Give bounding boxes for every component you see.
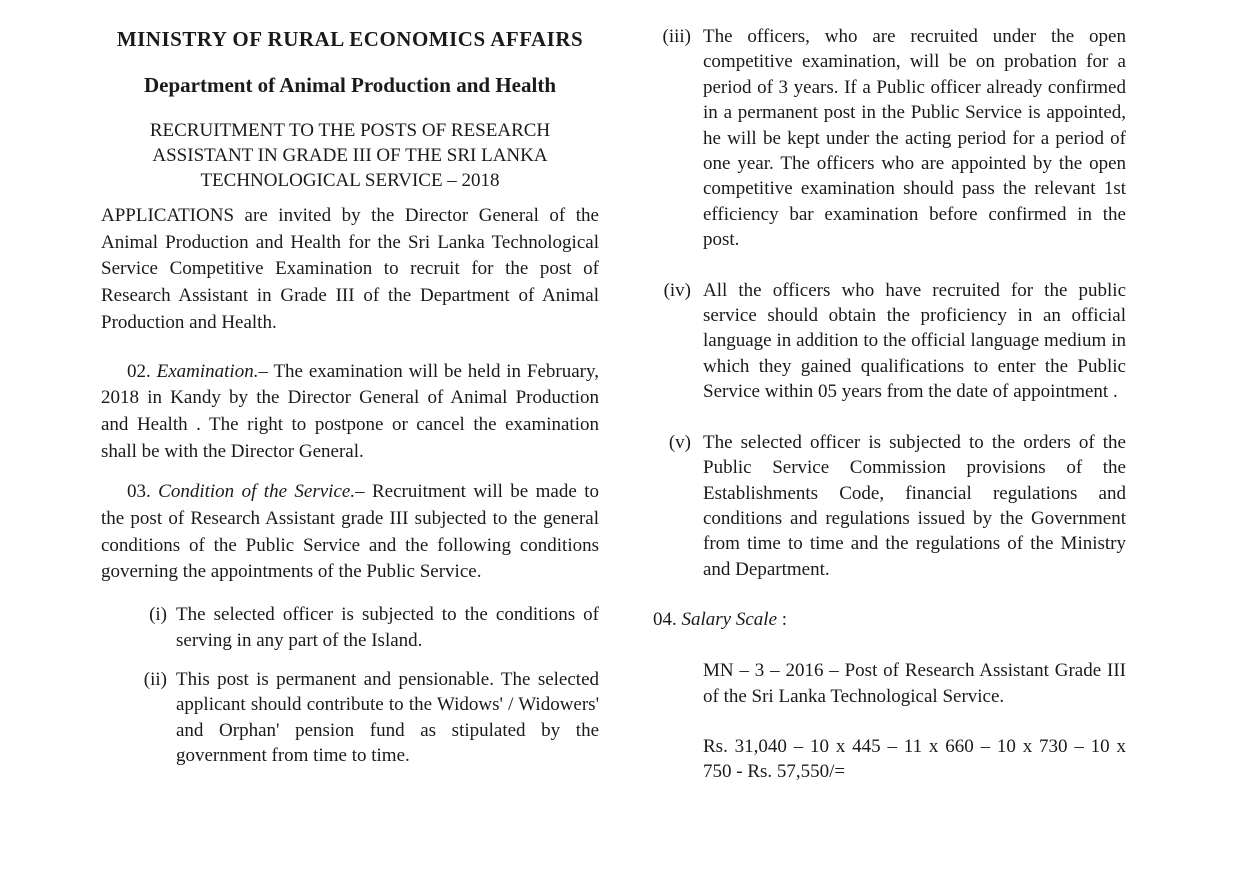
section-04-salary-heading [653,607,1126,633]
condition-text: All the officers who have recruited for the public service should obtain the proficiency in an official language in addition to the official language medium in which they gained qualifications to enter the Public Service within 05 years from the date of appointment . [703,279,1126,403]
section-02-text: – The examination will be held in February, 2018 in Kandy by the Director General of Animal Production and Health . The right to postpone or cancel the examination shall be with the Director General. [101,360,599,462]
section-02-heading: Examination. [156,360,259,382]
condition-item-iv [653,278,1126,405]
condition-marker: (iii) [662,26,691,47]
condition-text: The selected officer is subjected to the conditions of serving in any part of the Island. [176,604,599,651]
condition-text: This post is permanent and pensionable. The selected applicant should contribute to the Widows' / Widowers' and Orphan' pension fund as stipulated by the government from time to time. [176,668,599,767]
condition-text: The selected officer is subjected to the orders of the Public Service Commission provisions of the Establishments Code, financial regulations and conditions and regulations issued by the Government from time to time and the regulations of the Ministry and Department. [703,431,1126,580]
ministry-heading: MINISTRY OF RURAL ECONOMICS AFFAIRS [116,27,584,51]
section-03-heading: Condition of the Service. [158,481,356,503]
section-04-heading: Salary Scale [681,609,778,631]
condition-item-ii [101,667,599,769]
section-03-number: 03. [127,481,151,503]
section-03-condition [101,479,599,586]
condition-marker: (ii) [143,668,167,690]
condition-marker: (iv) [663,279,691,301]
condition-marker: (i) [149,604,167,626]
condition-item-i [101,602,599,653]
section-03-text: – Recruitment will be made to the post of Research Assistant grade III subjected to the general conditions of the Public Service and the following conditions governing the appointments of the Public Service. [101,481,599,583]
department-heading: Department of Animal Production and Health [143,73,557,97]
condition-marker: (v) [668,431,691,453]
condition-item-v [653,430,1126,582]
left-column [101,24,599,769]
intro-paragraph: APPLICATIONS are invited by the Director General of the Animal Production and Health for the Sri Lanka Technological Service Competitive Examination to recruit for the post of Research Assistant in Grade III of the Department of Animal Production and Health. [101,205,599,333]
right-column [653,24,1126,785]
condition-text: The officers, who are recruited under the open competitive examination, will be on probation for a period of 3 years. If a Public officer already confirmed in a permanent post in the Public Service is appointed, he will be kept under the acting period for a period of one year. The officers who are appointed by the open competitive examination should pass the relevant 1st efficiency bar examination before confirmed in the post. [703,26,1126,251]
salary-scale-values: Rs. 31,040 – 10 x 445 – 11 x 660 – 10 x 730 – 10 x 750 - Rs. 57,550/= [703,735,1126,783]
section-02-examination [101,359,599,466]
section-02-number: 02. [127,360,151,382]
recruitment-title: RECRUITMENT TO THE POSTS OF RESEARCH ASSISTANT IN GRADE III OF THE SRI LANKA TECHNOLOGICAL SERVICE – 2018 [149,120,551,191]
section-04-suffix: : [777,609,788,631]
condition-item-iii [653,24,1126,253]
section-04-number: 04. [653,609,677,631]
salary-post-description: MN – 3 – 2016 – Post of Research Assistant Grade III of the Sri Lanka Technological Service. [703,660,1126,707]
